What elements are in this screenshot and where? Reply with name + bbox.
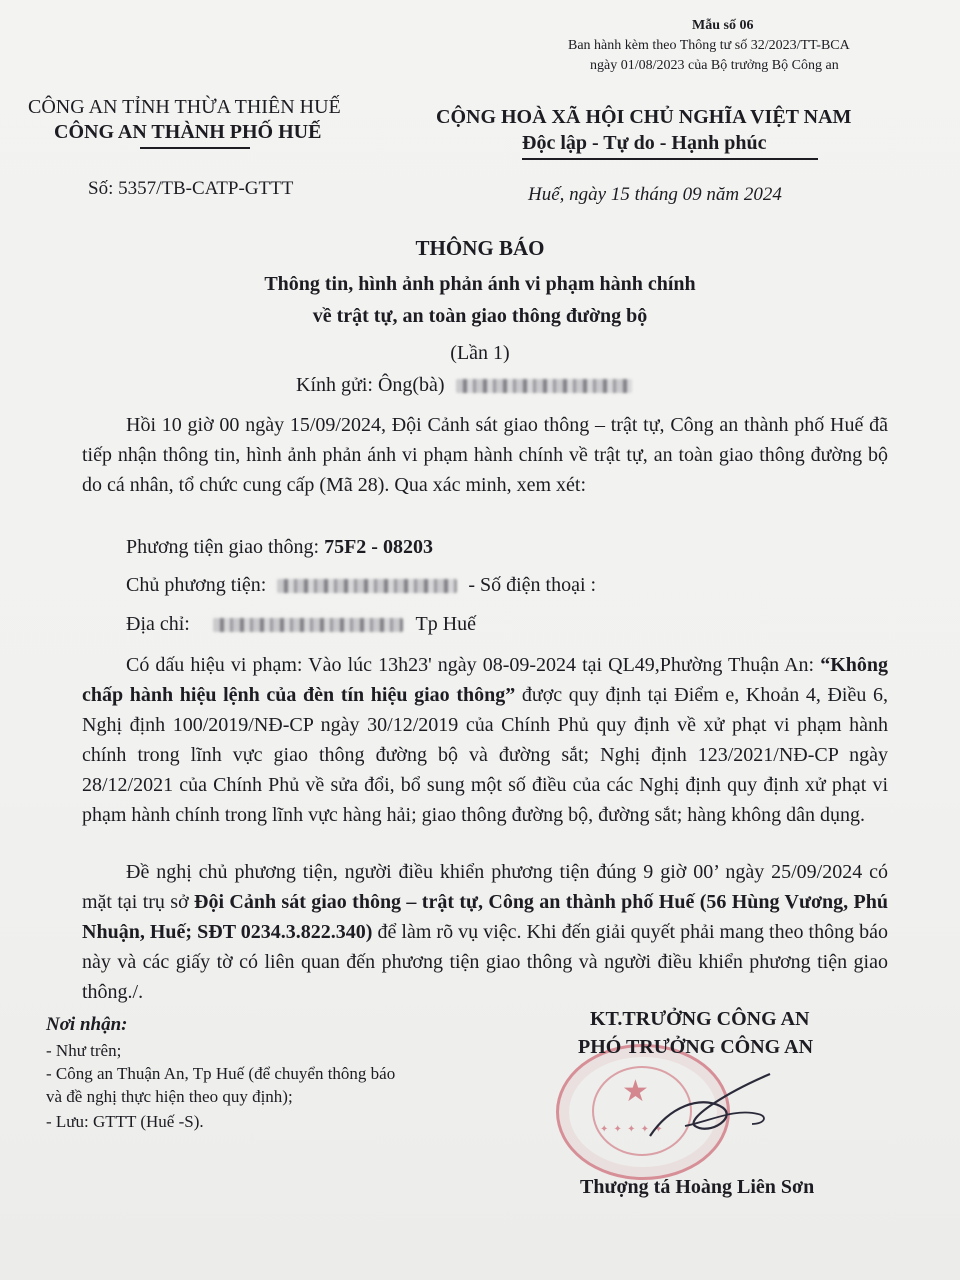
redacted-recipient-name	[456, 379, 632, 393]
intro-paragraph: Hồi 10 giờ 00 ngày 15/09/2024, Đội Cảnh sát giao thông – trật tự, Công an thành phố Huế đã tiếp nhận thông tin, hình ảnh phản ánh vi phạm hành chính về trật tự, an toàn giao thông đường bộ do cá nhân, tổ chức cung cấp (Mã 28). Qua xác minh, xem xét:	[82, 414, 888, 496]
agency-underline	[140, 147, 250, 149]
redacted-address	[213, 618, 403, 632]
vehicle-label: Phương tiện giao thông:	[126, 536, 325, 558]
attempt-number: (Lần 1)	[450, 342, 510, 364]
recipient-item: - Công an Thuận An, Tp Huế (để chuyển thông báo	[46, 1064, 396, 1083]
motto-underline	[522, 158, 818, 160]
form-issued-line2: ngày 01/08/2023 của Bộ trưởng Bộ Công an	[590, 58, 839, 73]
violation-paragraph	[82, 650, 888, 830]
form-number: Mẫu số 06	[692, 18, 754, 33]
signer-name: Thượng tá Hoàng Liên Sơn	[580, 1176, 815, 1198]
request-rest: để làm rõ vụ việc. Khi đến giải quyết phải mang theo thông báo này và các giấy tờ có liên quan đến phương tiện giao thông và người điều khiển phương tiện giao thông./.	[82, 921, 889, 1003]
redacted-owner-name	[277, 579, 457, 593]
seal-star-icon: ★	[622, 1075, 649, 1108]
recipients-title: Nơi nhận:	[46, 1014, 128, 1035]
phone-label: - Số điện thoại :	[468, 574, 597, 596]
document-title: THÔNG BÁO	[415, 236, 545, 260]
request-place: Đội Cảnh sát giao thông – trật tự, Công an thành phố Huế (56 Hùng Vương, Phú Nhuận, Huế; SĐT 0234.3.822.340)	[82, 891, 888, 943]
signature-title-1: KT.TRƯỞNG CÔNG AN	[590, 1008, 810, 1030]
violation-quote: “Không chấp hành hiệu lệnh của đèn tín hiệu giao thông”	[82, 654, 888, 706]
handwritten-signature	[640, 1066, 790, 1166]
document-number: Số: 5357/TB-CATP-GTTT	[88, 178, 294, 199]
seal-ornament: ✦ ✦ ✦ ✦ ✦	[600, 1124, 664, 1135]
dateline: Huế, ngày 15 tháng 09 năm 2024	[528, 184, 782, 205]
document-subtitle-1: Thông tin, hình ảnh phản ánh vi phạm hành chính	[264, 273, 696, 295]
address-line	[126, 613, 476, 636]
form-issued-line1: Ban hành kèm theo Thông tư số 32/2023/TT-BCA	[568, 38, 850, 53]
greeting	[296, 374, 632, 397]
national-motto: Độc lập - Tự do - Hạnh phúc	[522, 132, 767, 154]
owner-label: Chủ phương tiện:	[126, 574, 267, 596]
national-title: CỘNG HOÀ XÃ HỘI CHỦ NGHĨA VIỆT NAM	[436, 106, 852, 128]
recipient-item: - Như trên;	[46, 1041, 122, 1060]
address-label: Địa chỉ:	[126, 613, 190, 635]
agency-parent: CÔNG AN TỈNH THỪA THIÊN HUẾ	[28, 96, 341, 118]
document-subtitle-2: về trật tự, an toàn giao thông đường bộ	[312, 305, 648, 327]
request-paragraph	[82, 857, 888, 1007]
violation-prefix: Có dấu hiệu vi phạm: Vào lúc 13h23' ngày 08-09-2024 tại QL49,Phường Thuận An:	[126, 654, 821, 676]
license-plate: 75F2 - 08203	[324, 536, 433, 558]
greeting-label: Kính gửi: Ông(bà)	[296, 374, 445, 396]
request-prefix: Đề nghị chủ phương tiện, người điều khiển phương tiện đúng 9 giờ 00’ ngày 25/09/2024 có mặt tại trụ sở	[82, 861, 888, 913]
recipient-item: và đề nghị thực hiện theo quy định);	[46, 1087, 293, 1106]
signature-title-2: PHÓ TRƯỞNG CÔNG AN	[578, 1036, 814, 1058]
vehicle-line	[126, 536, 433, 559]
agency-name: CÔNG AN THÀNH PHỐ HUẾ	[54, 121, 322, 143]
violation-legal-basis: được quy định tại Điểm e, Khoản 4, Điều 6, Nghị định 100/2019/NĐ-CP ngày 30/12/2019 của Chính Phủ quy định về xử phạt vi phạm hành chính trong lĩnh vực giao thông đường bộ và đường sắt; Nghị định 123/2021/NĐ-CP ngày 28/12/2021 của Chính Phủ về sửa đổi, bổ sung một số điều của các Nghị định quy định xử phạt vi phạm hành chính trong lĩnh vực hàng hải; giao thông đường bộ, đường sắt; hàng không dân dụng.	[82, 684, 888, 826]
recipient-item: - Lưu: GTTT (Huế -S).	[46, 1112, 204, 1131]
owner-line	[126, 574, 596, 597]
address-city: Tp Huế	[415, 613, 477, 635]
